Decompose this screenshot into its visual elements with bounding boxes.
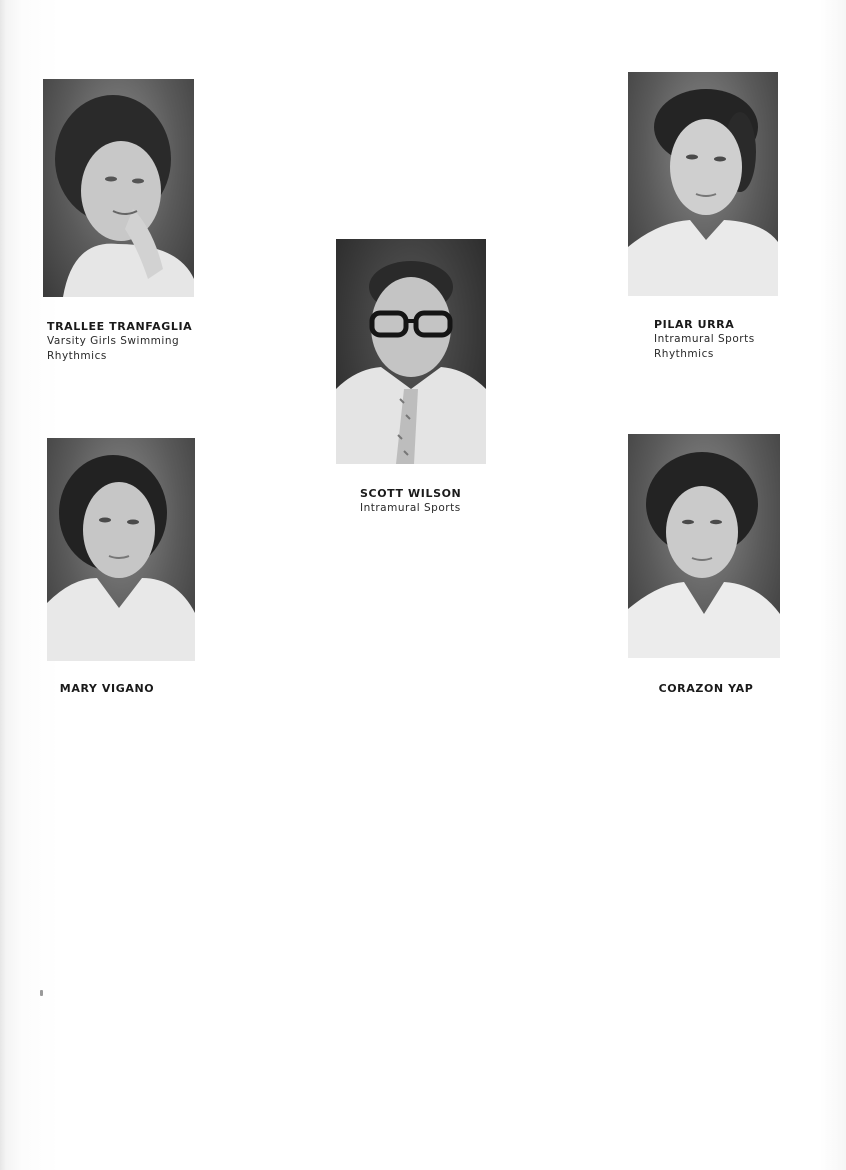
student-name: MARY VIGANO bbox=[59, 682, 155, 695]
portrait-photo bbox=[336, 239, 486, 464]
student-name: CORAZON YAP bbox=[658, 682, 754, 695]
portrait-photo bbox=[43, 79, 194, 297]
portrait-photo bbox=[628, 434, 780, 658]
student-activity: Intramural Sports bbox=[360, 502, 461, 514]
portrait-photo bbox=[628, 72, 778, 296]
student-name: SCOTT WILSON bbox=[360, 487, 462, 500]
student-activity: Intramural Sports bbox=[654, 333, 755, 345]
student-name: TRALLEE TRANFAGLIA bbox=[47, 320, 193, 333]
portrait-photo bbox=[47, 438, 195, 661]
student-name: PILAR URRA bbox=[654, 318, 735, 331]
student-activity: Rhythmics bbox=[654, 348, 714, 360]
student-activity: Rhythmics bbox=[47, 350, 107, 362]
student-activity: Varsity Girls Swimming bbox=[47, 335, 180, 347]
paper-speck bbox=[40, 990, 43, 996]
